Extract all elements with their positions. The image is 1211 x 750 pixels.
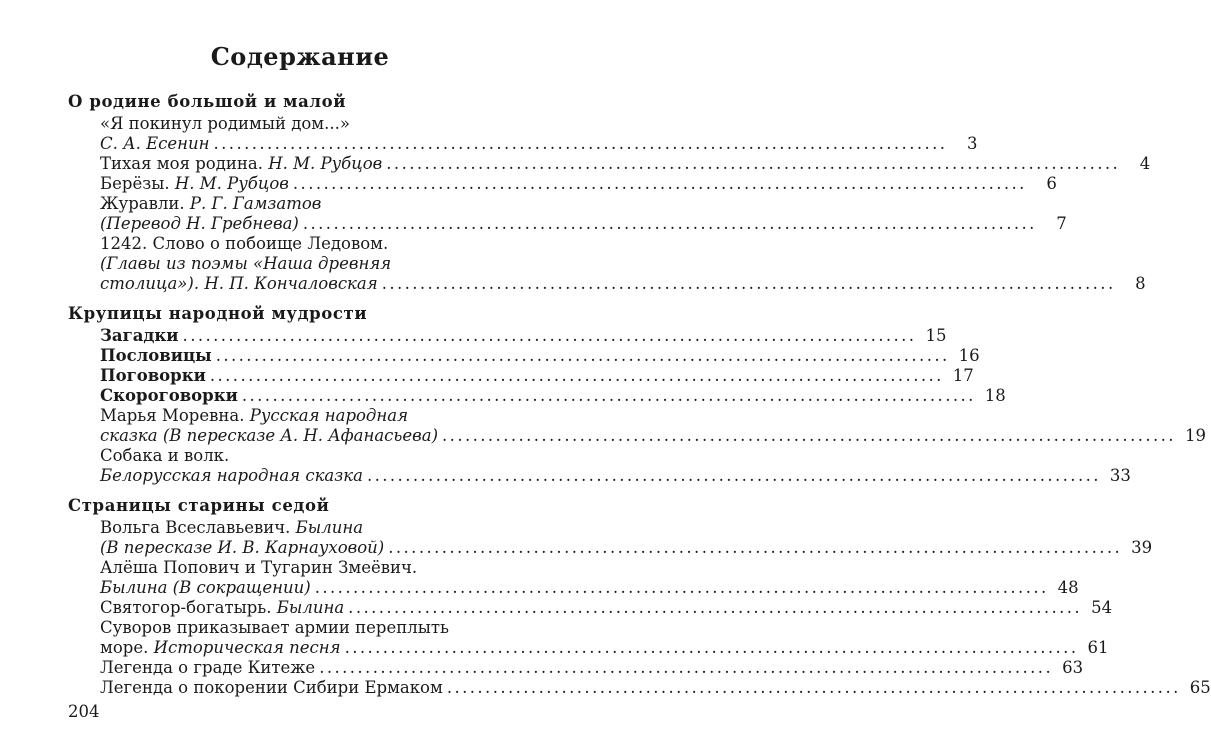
toc-entry-line (100, 466, 1131, 486)
entry-page: 17 (952, 366, 974, 385)
entry-genre: Белорусская народная сказка (100, 466, 363, 485)
dot-leader: ................................................................................................ (386, 154, 1121, 173)
entry-page: 39 (1131, 538, 1153, 557)
entry-title: Тихая моя родина. (100, 154, 263, 173)
entry-page: 15 (925, 326, 947, 345)
entry-title: Легенда о покорении Сибири Ермаком (100, 678, 443, 697)
entry-note: (В пересказе И. В. Карнауховой) (100, 538, 385, 557)
toc-entry-line (100, 386, 1006, 406)
toc-entry-line (100, 114, 540, 134)
entry-author: Н. М. Рубцов (268, 154, 383, 173)
toc-entry-line (100, 194, 540, 214)
toc-entry-line (100, 154, 1151, 174)
dot-leader: ................................................................................................ (314, 578, 1049, 597)
dot-leader: ................................................................................................ (348, 598, 1083, 617)
entry-title: Загадки (100, 326, 179, 345)
toc-entry-line (100, 518, 540, 538)
entry-page: 18 (984, 386, 1006, 405)
toc-entry-line (100, 214, 1067, 234)
entry-author: Р. Г. Гамзатов (189, 194, 322, 213)
entry-title: Собака и волк. (100, 446, 230, 465)
entry-genre: сказка (100, 426, 158, 445)
toc-entry-line (100, 326, 947, 346)
toc-entry-line (100, 274, 1146, 294)
toc-entry-line (100, 598, 1113, 618)
toc-entry-line (100, 366, 974, 386)
dot-leader: ................................................................................................ (446, 678, 1181, 697)
entry-page: 6 (1046, 174, 1057, 193)
toc-entry-line (100, 578, 1079, 598)
entry-title: Журавли. (100, 194, 185, 213)
entry-title: Суворов приказывает армии переплыть (100, 618, 449, 637)
dot-leader: ................................................................................................ (366, 466, 1101, 485)
toc-entry-line (100, 174, 1057, 194)
dot-leader: ................................................................................................ (388, 538, 1123, 557)
section-heading: Крупицы народной мудрости (68, 304, 368, 323)
toc-entry-line (100, 638, 1109, 658)
entry-note: (В пересказе А. Н. Афанасьева) (162, 426, 439, 445)
toc-entry-line (100, 234, 540, 254)
entry-title: Марья Моревна. (100, 406, 245, 425)
dot-leader: ................................................................................................ (215, 346, 950, 365)
entry-page: 48 (1057, 578, 1079, 597)
entry-title: Вольга Всеславьевич. (100, 518, 291, 537)
toc-entry-line (100, 426, 1206, 446)
entry-page: 8 (1135, 274, 1146, 293)
entry-title: Скороговорки (100, 386, 238, 405)
toc-entry-line (100, 658, 1084, 678)
toc-entry-line (100, 618, 540, 638)
entry-title: Алёша Попович и Тугарин Змеёвич. (100, 558, 418, 577)
section-heading: Страницы старины седой (68, 496, 330, 515)
entry-page: 16 (958, 346, 980, 365)
dot-leader: ................................................................................................ (381, 274, 1116, 293)
entry-title: Поговорки (100, 366, 206, 385)
dot-leader: ................................................................................................ (344, 638, 1079, 657)
entry-author: Н. М. Рубцов (174, 174, 289, 193)
toc-entry-line (100, 254, 540, 274)
entry-page: 19 (1184, 426, 1206, 445)
entry-page: 54 (1091, 598, 1113, 617)
entry-page: 63 (1062, 658, 1084, 677)
dot-leader: ................................................................................................ (302, 214, 1037, 233)
dot-leader: ................................................................................................ (209, 366, 944, 385)
entry-title: Святогор-богатырь. (100, 598, 272, 617)
entry-title: море. (100, 638, 149, 657)
dot-leader: ................................................................................................ (319, 658, 1054, 677)
dot-leader: ................................................................................................ (292, 174, 1027, 193)
page-title: Содержание (210, 42, 390, 71)
entry-title: Берёзы. (100, 174, 170, 193)
entry-genre: Русская народная (249, 406, 409, 425)
entry-genre: Былина (295, 518, 364, 537)
toc-entry-line (100, 406, 540, 426)
toc-entry-line (100, 678, 1211, 698)
dot-leader: ................................................................................................ (213, 134, 948, 153)
toc-entry-line (100, 446, 540, 466)
entry-page: 3 (966, 134, 978, 153)
entry-genre: Былина (276, 598, 345, 617)
section-heading: О родине большой и малой (68, 92, 347, 111)
dot-leader: ................................................................................................ (442, 426, 1176, 445)
entry-note: (Перевод Н. Гребнева) (100, 214, 299, 233)
toc-entry-line (100, 538, 1153, 558)
dot-leader: ................................................................................................ (241, 386, 976, 405)
entry-page: 7 (1056, 214, 1067, 233)
entry-page: 33 (1109, 466, 1131, 485)
entry-genre: Былина (100, 578, 168, 597)
entry-genre: Историческая песня (153, 638, 341, 657)
entry-page: 61 (1087, 638, 1109, 657)
toc-entry-line (100, 346, 980, 366)
entry-page: 65 (1189, 678, 1211, 697)
entry-note: (Главы из поэмы «Наша древняя (100, 254, 392, 273)
dot-leader: ................................................................................................ (182, 326, 917, 345)
entry-title: Легенда о граде Китеже (100, 658, 316, 677)
entry-page: 4 (1139, 154, 1151, 173)
entry-title: «Я покинул родимый дом...» (100, 114, 350, 133)
entry-title: Пословицы (100, 346, 212, 365)
entry-author: Н. П. Кончаловская (204, 274, 378, 293)
entry-title: 1242. Слово о побоище Ледовом. (100, 234, 389, 253)
footer-page-number: 204 (68, 702, 100, 721)
toc-entry-line (100, 134, 978, 154)
toc-entry-line (100, 558, 540, 578)
entry-note: (В сокращении) (172, 578, 311, 597)
entry-author: С. А. Есенин (100, 134, 210, 153)
entry-note: столица»). (100, 274, 200, 293)
